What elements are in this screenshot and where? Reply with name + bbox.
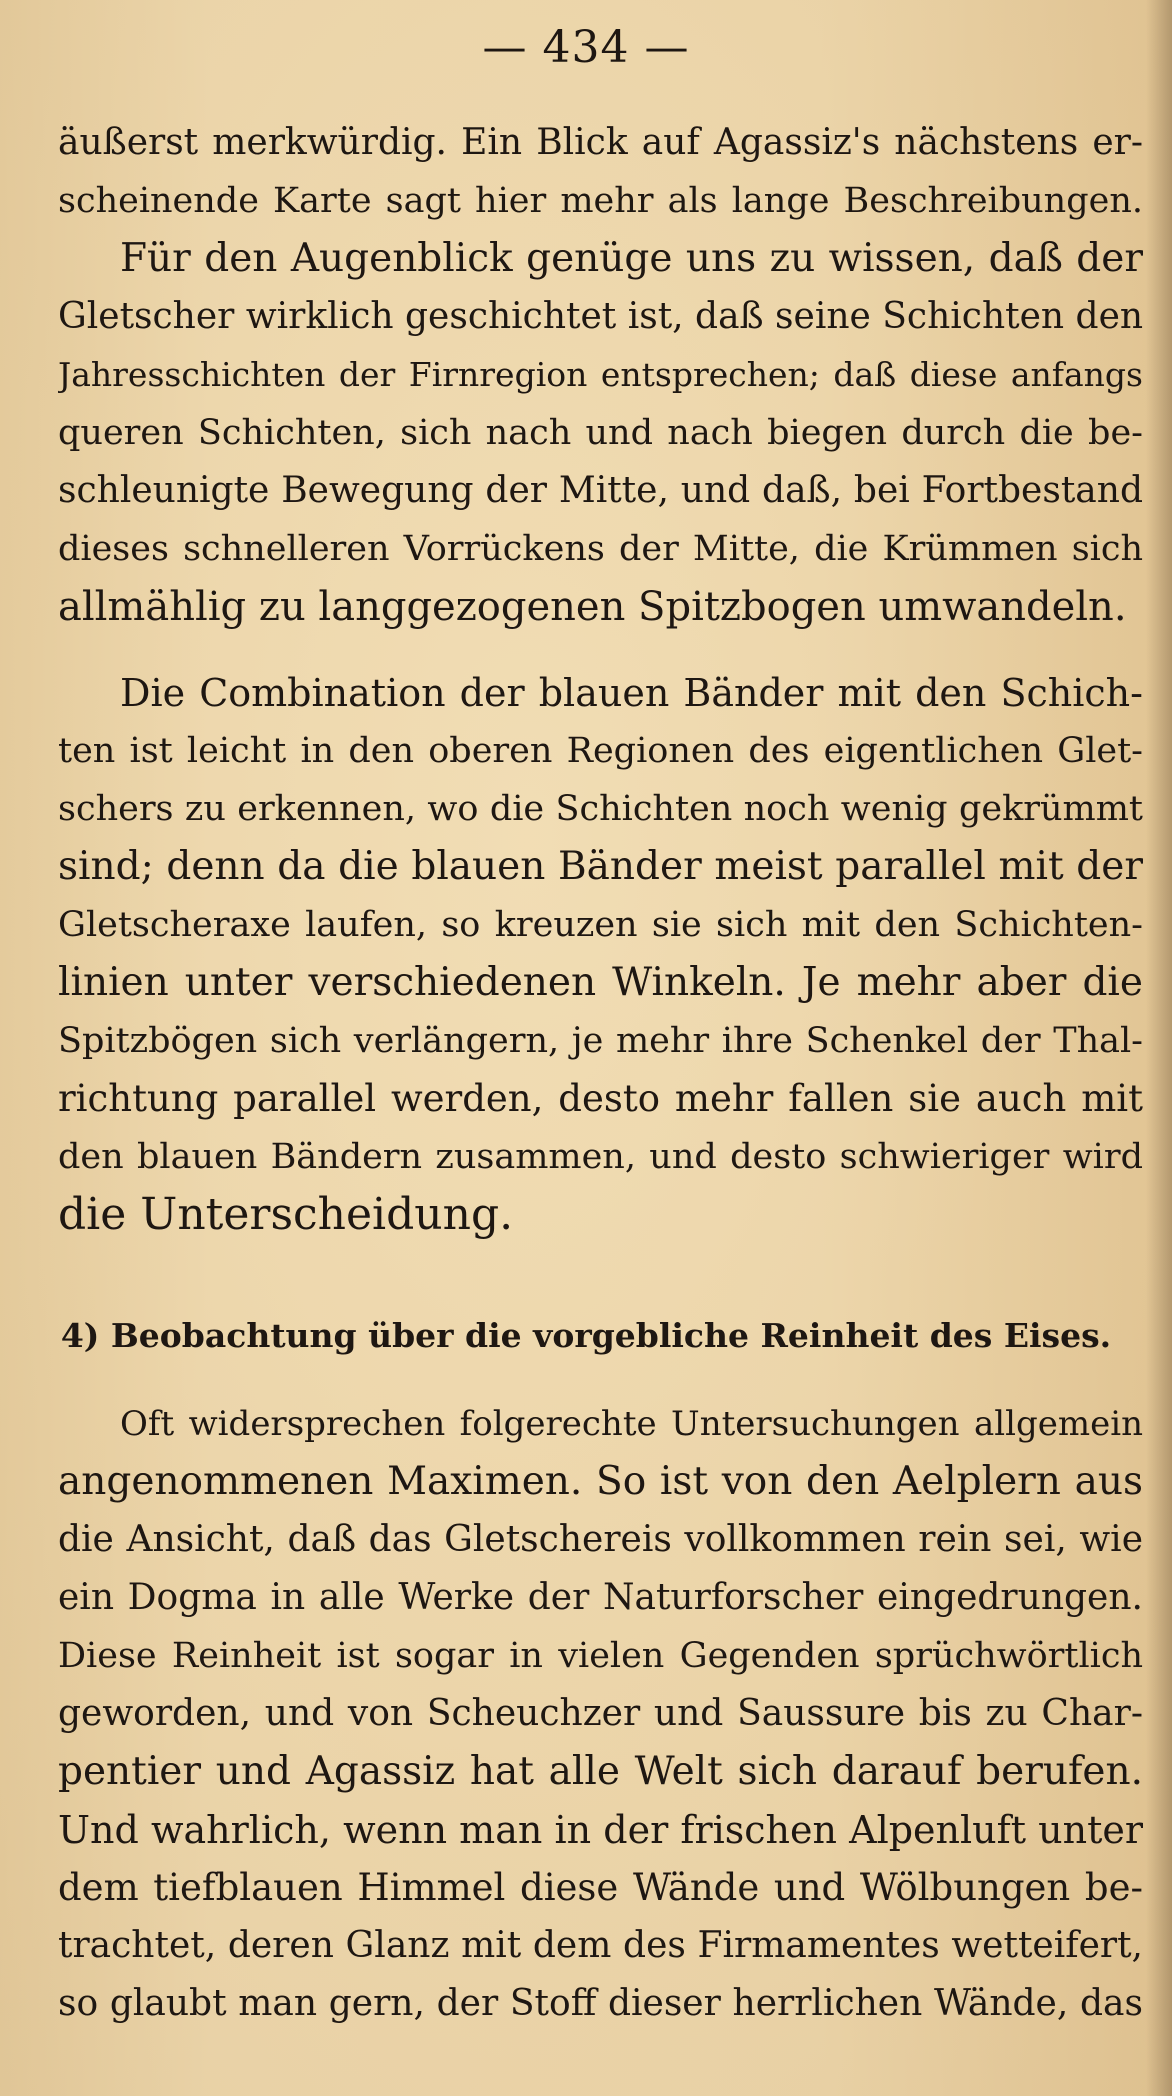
text-line: die Unterscheidung. — [58, 1189, 514, 1240]
text-line: Jahresschichten der Firnregion entsprechen; daß diese anfangs — [58, 355, 1143, 394]
text-line: ein Dogma in alle Werke der Naturforscher eingedrungen. — [58, 1577, 1143, 1618]
text-line: ten ist leicht in den oberen Regionen des eigentlichen Glet- — [58, 731, 1143, 771]
text-line: Die Combination der blauen Bänder mit den Schich- — [120, 671, 1143, 715]
text-line: schers zu erkennen, wo die Schichten noch wenig gekrümmt — [58, 789, 1143, 829]
text-line: schleunigte Bewegung der Mitte, und daß, bei Fortbestand — [58, 470, 1143, 511]
text-line: sind; denn da die blauen Bänder meist parallel mit der — [58, 844, 1143, 889]
text-line: allmählig zu langgezogenen Spitzbogen umwandeln. — [58, 584, 1127, 630]
text-line: Oft widersprechen folgerechte Untersuchungen allgemein — [120, 1404, 1143, 1444]
text-line: dem tiefblauen Himmel diese Wände und Wölbungen be- — [58, 1866, 1143, 1909]
text-line: linien unter verschiedenen Winkeln. Je mehr aber die — [58, 960, 1143, 1005]
page-edge-shadow — [1146, 0, 1172, 2096]
text-line: trachtet, deren Glanz mit dem des Firmamentes wetteifert, — [58, 1925, 1143, 1966]
text-line: queren Schichten, sich nach und nach biegen durch die be- — [58, 413, 1143, 453]
text-line: Spitzbögen sich verlängern, je mehr ihre Schenkel der Thal- — [58, 1021, 1143, 1061]
text-line: geworden, und von Scheuchzer und Saussure bis zu Char- — [58, 1693, 1143, 1734]
text-line: richtung parallel werden, desto mehr fallen sie auch mit — [58, 1077, 1143, 1120]
page-number: — 434 — — [482, 22, 690, 73]
text-line: äußerst merkwürdig. Ein Blick auf Agassiz's nächstens er- — [58, 122, 1143, 163]
text-line: pentier und Agassiz hat alle Welt sich darauf berufen. — [58, 1749, 1143, 1794]
text-line: Und wahrlich, wenn man in der frischen Alpenluft unter — [58, 1808, 1143, 1852]
section-heading: 4) Beobachtung über die vorgebliche Reinheit des Eises. — [60, 1316, 1112, 1355]
text-line: Für den Augenblick genüge uns zu wissen, daß der — [120, 236, 1143, 281]
text-line: scheinende Karte sagt hier mehr als lange Beschreibungen. — [58, 181, 1143, 221]
text-line: so glaubt man gern, der Stoff dieser herrlichen Wände, das — [58, 1983, 1143, 2024]
text-line: die Ansicht, daß das Gletschereis vollkommen rein sei, wie — [58, 1519, 1143, 1560]
text-line: den blauen Bändern zusammen, und desto schwieriger wird — [58, 1137, 1143, 1177]
text-line: dieses schnelleren Vorrückens der Mitte, die Krümmen sich — [58, 529, 1143, 569]
text-line: Gletscheraxe laufen, so kreuzen sie sich mit den Schichten- — [58, 905, 1143, 945]
text-line: angenommenen Maximen. So ist von den Aelplern aus — [58, 1459, 1143, 1504]
text-line: Diese Reinheit ist sogar in vielen Gegenden sprüchwörtlich — [58, 1636, 1143, 1676]
text-line: Gletscher wirklich geschichtet ist, daß seine Schichten den — [58, 296, 1143, 337]
